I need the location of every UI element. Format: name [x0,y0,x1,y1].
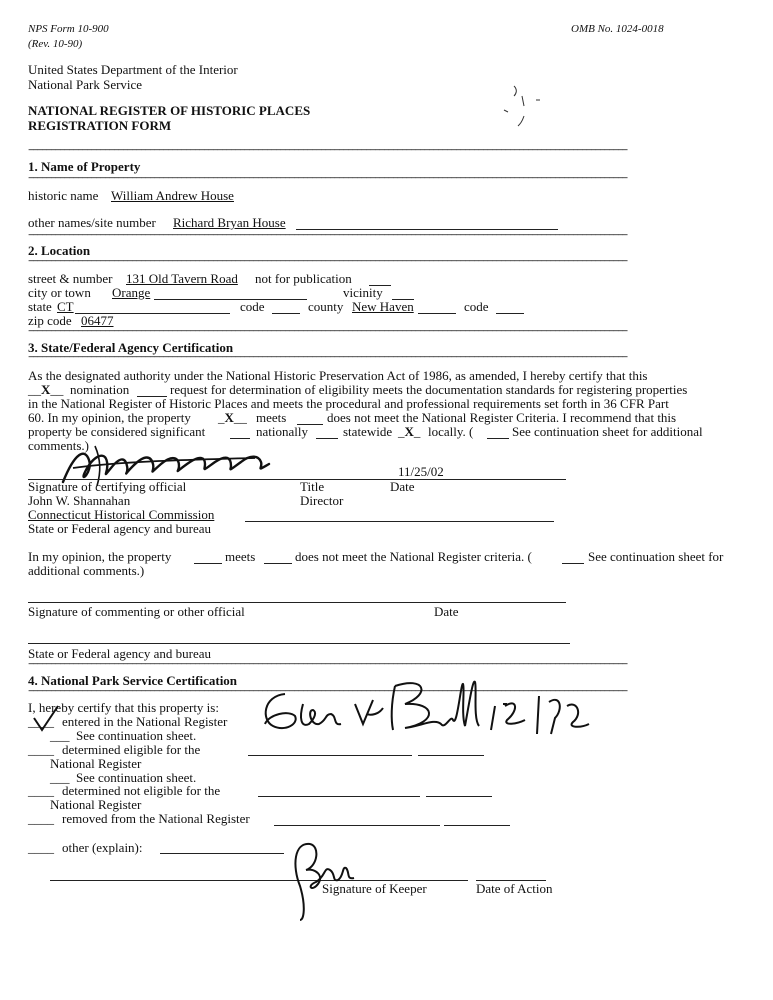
section-divider [28,329,720,340]
section-divider [28,662,720,673]
county-value: New Haven [352,299,414,314]
date-label: Date [390,479,415,494]
section-divider [28,148,720,159]
opinion-line1a: In my opinion, the property [28,549,172,564]
fill-line [444,825,510,826]
cert-locally-mark: _X_ [398,424,421,439]
fill-line [245,521,554,522]
keeper-sig-label: Signature of Keeper [322,881,427,896]
vicinity-label: vicinity [343,285,383,300]
signature-line [28,602,566,603]
cert-line5-continuation: See continuation sheet for additional [512,424,703,439]
code-label: code [240,299,265,314]
department: United States Department of the Interior [28,62,238,77]
date-of-action-label: Date of Action [476,881,553,896]
fill-line [258,796,420,797]
form-number: NPS Form 10-900 [28,23,109,35]
fill-line [496,313,524,314]
omb-number: OMB No. 1024-0018 [571,23,664,35]
historic-name-value: William Andrew House [111,188,234,203]
see-continuation-1-blank: ___ [50,728,70,743]
cert-line4-meets: meets [256,410,287,425]
sig-official-label: Signature of certifying official [28,479,187,494]
commenting-sig-label: Signature of commenting or other official [28,604,245,619]
national-register-1: National Register [50,756,142,771]
form-title-line1: NATIONAL REGISTER OF HISTORIC PLACES [28,103,311,118]
fill-line [426,796,492,797]
cert-line4a: 60. In my opinion, the property [28,410,191,425]
zip-value: 06477 [81,313,114,328]
fill-line [274,825,440,826]
agency2-label: State or Federal agency and bureau [28,646,212,661]
cert-line6: comments.) [28,438,90,453]
other-label: other (explain): [62,840,143,855]
fill-line [264,563,292,564]
section4-heading: 4. National Park Service Certification [28,673,238,688]
zip-label: zip code [28,313,72,328]
cert-line4-rest: does not meet the National Register Criteria. I recommend that this [327,410,677,425]
removed-blank: ____ [28,811,54,826]
opinion-line2: additional comments.) [28,563,145,578]
fill-line [296,229,558,230]
nomination-mark: X [41,382,51,397]
other-names-value: Richard Bryan House [173,215,286,230]
opinion-meets: meets [225,549,256,564]
other-names-label: other names/site number [28,215,156,230]
cert-line2-blank: __X__ [28,382,64,397]
section2-heading: 2. Location [28,243,91,258]
fill-line [316,438,338,439]
cert-line2-rest: request for determination of eligibility meets the documentation standards for registering properties [170,382,688,397]
see-continuation-2: See continuation sheet. [76,770,197,785]
cert-line1: As the designated authority under the National Historic Preservation Act of 1986, as amended, I hereby certify that this [28,368,648,383]
locally-mark: X [404,424,414,439]
national-register-2: National Register [50,797,142,812]
form-revision: (Rev. 10-90) [28,38,83,50]
fill-line [160,853,284,854]
signature-line [28,643,570,644]
official-title: Director [300,493,344,508]
cert-line2-nomination: nomination [70,382,130,397]
section-divider [28,259,720,270]
opinion-line1c: does not meet the National Register criteria. ( [295,549,532,564]
agency-value: Connecticut Historical Commission [28,507,215,522]
fill-line [272,313,300,314]
cert-date-value: 11/25/02 [398,464,444,479]
fill-line [154,299,307,300]
meets-mark: X [224,410,234,425]
section-divider [28,176,720,187]
section-divider [28,233,720,244]
title-label: Title [300,479,325,494]
fill-line [487,438,509,439]
service: National Park Service [28,77,143,92]
street-value: 131 Old Tavern Road [126,271,238,286]
agency-label: State or Federal agency and bureau [28,521,212,536]
city-value: Orange [112,285,151,300]
state-value: CT [57,299,74,314]
det-not-blank: ____ [28,783,54,798]
street-label: street & number [28,271,113,286]
not-for-publication-label: not for publication [255,271,352,286]
det-elig-label: determined eligible for the [62,742,201,757]
city-label: city or town [28,285,91,300]
det-elig-blank: ____ [28,742,54,757]
county-label: county [308,299,344,314]
removed-label: removed from the National Register [62,811,250,826]
official-name: John W. Shannahan [28,493,131,508]
section1-heading: 1. Name of Property [28,159,141,174]
keeper-handwritten-signature [255,674,605,758]
see-continuation-1: See continuation sheet. [76,728,197,743]
code2-label: code [464,299,489,314]
fill-line [230,438,250,439]
certify-text: I, hereby certify that this property is: [28,700,219,715]
fill-line [194,563,222,564]
historic-name-label: historic name [28,188,99,203]
section-divider [28,355,720,366]
cert-line5-statewide: statewide [343,424,393,439]
cert-meets-mark: _X__ [218,410,247,425]
fill-line [562,563,584,564]
det-not-label: determined not eligible for the [62,783,221,798]
commenting-date-label: Date [434,604,459,619]
entered-blank: ____ [28,714,54,729]
form-title-line2: REGISTRATION FORM [28,118,172,133]
cert-line3: in the National Register of Historic Places and meets the procedural and professional requirements set forth in 36 CFR Part [28,396,669,411]
section3-heading: 3. State/Federal Agency Certification [28,340,234,355]
cert-line5-nationally: nationally [256,424,308,439]
state-label: state [28,299,52,314]
keeper-initials-signature [290,836,360,930]
scan-speck [500,82,550,136]
cert-line5-locally: locally. ( [428,424,474,439]
cert-line5a: property be considered significant [28,424,206,439]
see-continuation-2-blank: ___ [50,770,70,785]
entered-label: entered in the National Register [62,714,228,729]
fill-line [418,313,456,314]
opinion-line1d: See continuation sheet for [588,549,724,564]
other-blank: ____ [28,840,54,855]
